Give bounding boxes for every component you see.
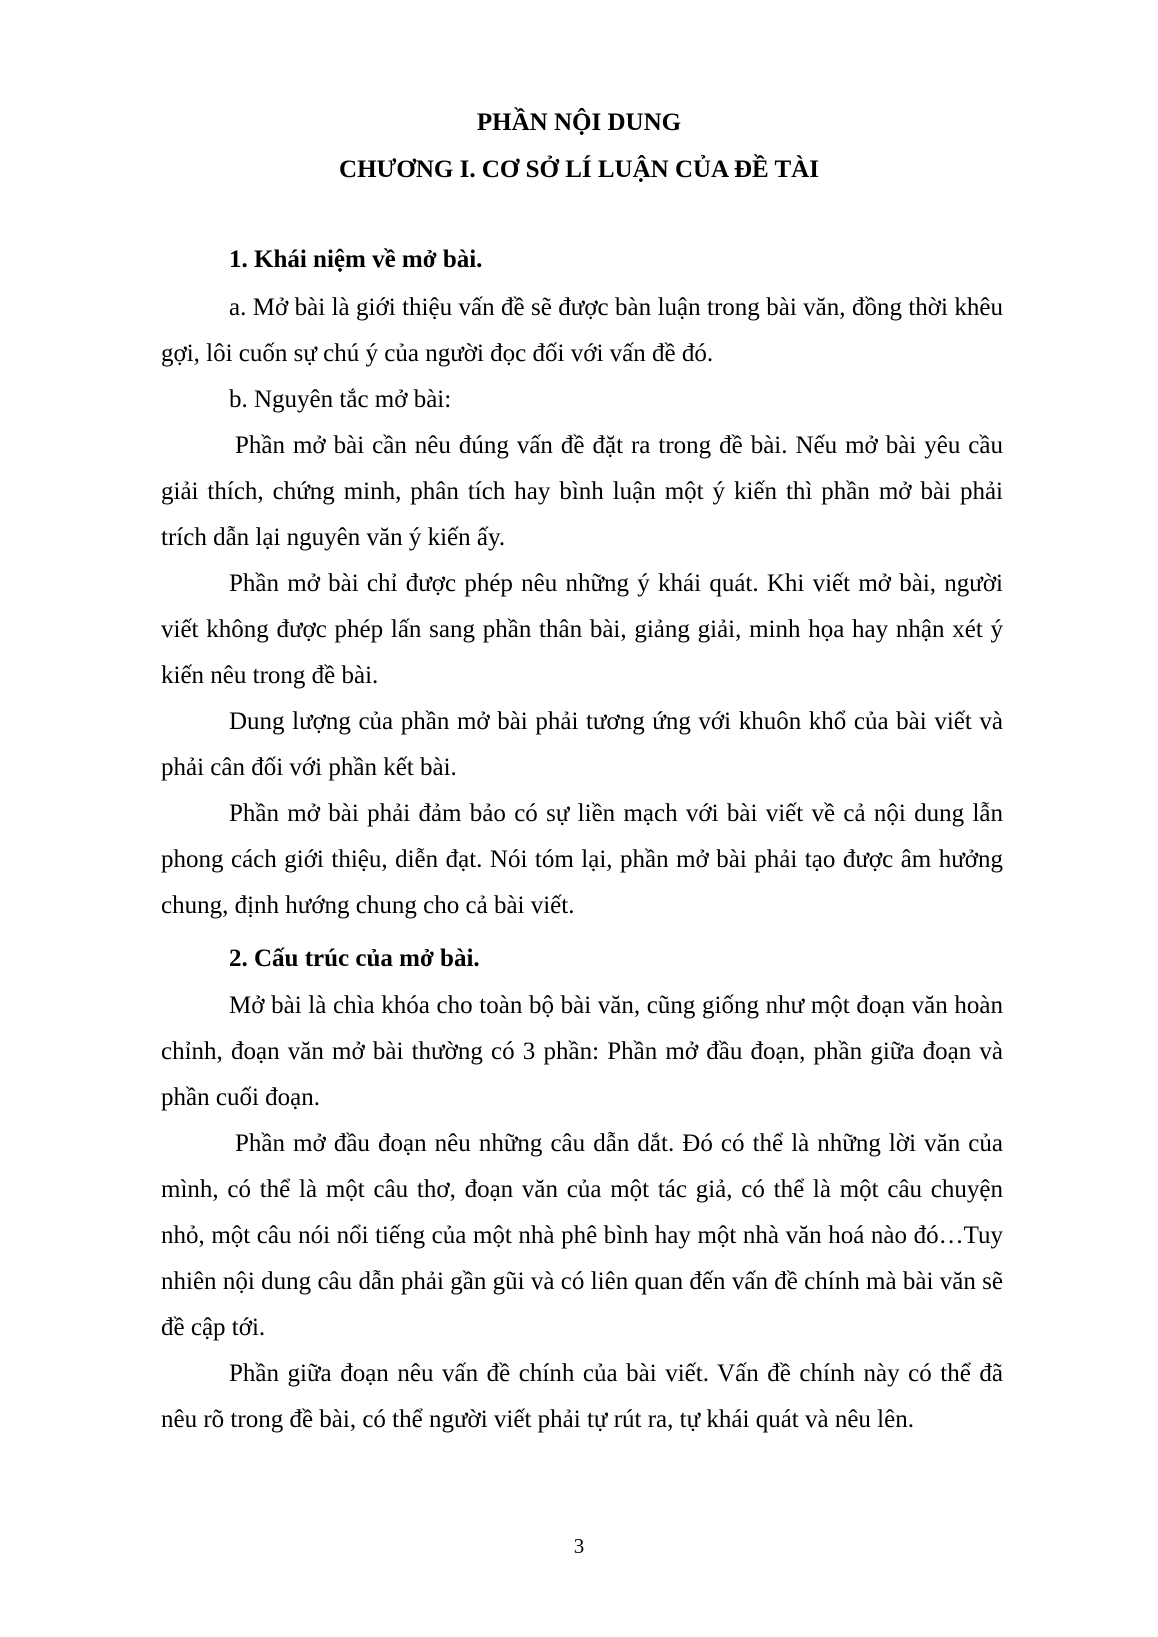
section-1-title: 1. Khái niệm về mở bài. (229, 246, 483, 273)
paragraph-structure-1: Mở bài là chìa khóa cho toàn bộ bài văn, cũng giống như một đoạn văn hoàn chỉnh, đoạn văn mở bài thường có 3 phần: Phần mở đầu đoạn, phần giữa đoạn và phần cuối đoạn. (161, 992, 1003, 1111)
paragraph-structure-3: Phần giữa đoạn nêu vấn đề chính của bài viết. Vấn đề chính này có thể đã nêu rõ trong đề bài, có thể người viết phải tự rút ra, tự khái quát và nêu lên. (161, 1360, 1003, 1433)
paragraph-principle-1: Phần mở bài cần nêu đúng vấn đề đặt ra trong đề bài. Nếu mở bài yêu cầu giải thích, chứng minh, phân tích hay bình luận một ý kiến thì phần mở bài phải trích dẫn lại nguyên văn ý kiến ấy. (161, 432, 1003, 551)
paragraph-definition: a. Mở bài là giới thiệu vấn đề sẽ được bàn luận trong bài văn, đồng thời khêu gợi, lôi cuốn sự chú ý của người đọc đối với vấn đề đó. (161, 294, 1003, 367)
paragraph-structure-2: Phần mở đầu đoạn nêu những câu dẫn dắt. Đó có thể là những lời văn của mình, có thể là một câu thơ, đoạn văn của một tác giả, có thể là một câu chuyện nhỏ, một câu nói nổi tiếng của một nhà phê bình hay một nhà văn hoá nào đó…Tuy nhiên nội dung câu dẫn phải gần gũi và có liên quan đến vấn đề chính mà bài văn sẽ đề cập tới. (161, 1130, 1003, 1341)
principles-label: b. Nguyên tắc mở bài: (229, 386, 452, 413)
paragraph-principle-2: Phần mở bài chỉ được phép nêu những ý khái quát. Khi viết mở bài, người viết không được phép lấn sang phần thân bài, giảng giải, minh họa hay nhận xét ý kiến nêu trong đề bài. (161, 570, 1003, 689)
part-heading: PHẦN NỘI DUNG (476, 109, 682, 136)
section-2-title: 2. Cấu trúc của mở bài. (229, 945, 480, 972)
paragraph-principle-3: Dung lượng của phần mở bài phải tương ứng với khuôn khổ của bài viết và phải cân đối với phần kết bài. (161, 708, 1003, 781)
paragraph-principle-4: Phần mở bài phải đảm bảo có sự liền mạch với bài viết về cả nội dung lẫn phong cách giới thiệu, diễn đạt. Nói tóm lại, phần mở bài phải tạo được âm hưởng chung, định hướng chung cho cả bài viết. (161, 800, 1003, 919)
page-number: 3 (573, 1534, 585, 1558)
chapter-title: CHƯƠNG I. CƠ SỞ LÍ LUẬN CỦA ĐỀ TÀI (339, 156, 819, 183)
